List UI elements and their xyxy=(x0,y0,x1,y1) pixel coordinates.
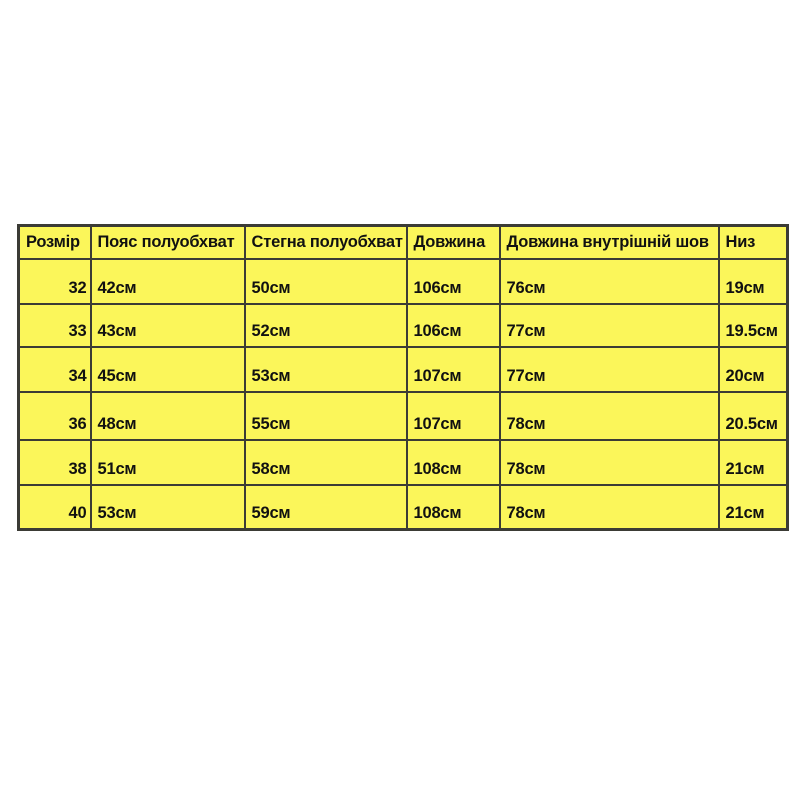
column-header-length: Довжина xyxy=(407,226,500,259)
measurement-cell: 53см xyxy=(91,485,245,530)
size-cell: 38 xyxy=(19,440,91,485)
measurement-cell: 78см xyxy=(500,392,719,440)
measurement-cell: 45см xyxy=(91,347,245,392)
measurement-cell: 50см xyxy=(245,259,407,304)
measurement-cell: 106см xyxy=(407,304,500,347)
measurement-cell: 58см xyxy=(245,440,407,485)
size-cell: 36 xyxy=(19,392,91,440)
column-header-inseam: Довжина внутрішній шов xyxy=(500,226,719,259)
measurement-cell: 77см xyxy=(500,347,719,392)
measurement-cell: 21см xyxy=(719,440,788,485)
size-cell: 40 xyxy=(19,485,91,530)
measurement-cell: 55см xyxy=(245,392,407,440)
measurement-cell: 52см xyxy=(245,304,407,347)
measurement-cell: 21см xyxy=(719,485,788,530)
column-header-bottom: Низ xyxy=(719,226,788,259)
measurement-cell: 19см xyxy=(719,259,788,304)
table-row xyxy=(19,304,788,347)
measurement-cell: 48см xyxy=(91,392,245,440)
column-header-hips: Стегна полуобхват xyxy=(245,226,407,259)
table-row xyxy=(19,392,788,440)
table-row xyxy=(19,440,788,485)
size-chart-canvas xyxy=(17,224,789,531)
measurement-cell: 108см xyxy=(407,440,500,485)
measurement-cell: 107см xyxy=(407,392,500,440)
measurement-cell: 20.5см xyxy=(719,392,788,440)
header-row xyxy=(19,226,788,259)
measurement-cell: 51см xyxy=(91,440,245,485)
measurement-cell: 42см xyxy=(91,259,245,304)
measurement-cell: 106см xyxy=(407,259,500,304)
size-cell: 32 xyxy=(19,259,91,304)
measurement-cell: 78см xyxy=(500,485,719,530)
column-header-waist: Пояс полуобхват xyxy=(91,226,245,259)
table-row xyxy=(19,259,788,304)
size-chart-table xyxy=(17,224,789,531)
size-cell: 33 xyxy=(19,304,91,347)
measurement-cell: 59см xyxy=(245,485,407,530)
measurement-cell: 19.5см xyxy=(719,304,788,347)
size-cell: 34 xyxy=(19,347,91,392)
measurement-cell: 77см xyxy=(500,304,719,347)
table-row xyxy=(19,347,788,392)
measurement-cell: 76см xyxy=(500,259,719,304)
table-row xyxy=(19,485,788,530)
column-header-size: Розмір xyxy=(19,226,91,259)
measurement-cell: 107см xyxy=(407,347,500,392)
measurement-cell: 108см xyxy=(407,485,500,530)
measurement-cell: 20см xyxy=(719,347,788,392)
measurement-cell: 78см xyxy=(500,440,719,485)
measurement-cell: 43см xyxy=(91,304,245,347)
measurement-cell: 53см xyxy=(245,347,407,392)
